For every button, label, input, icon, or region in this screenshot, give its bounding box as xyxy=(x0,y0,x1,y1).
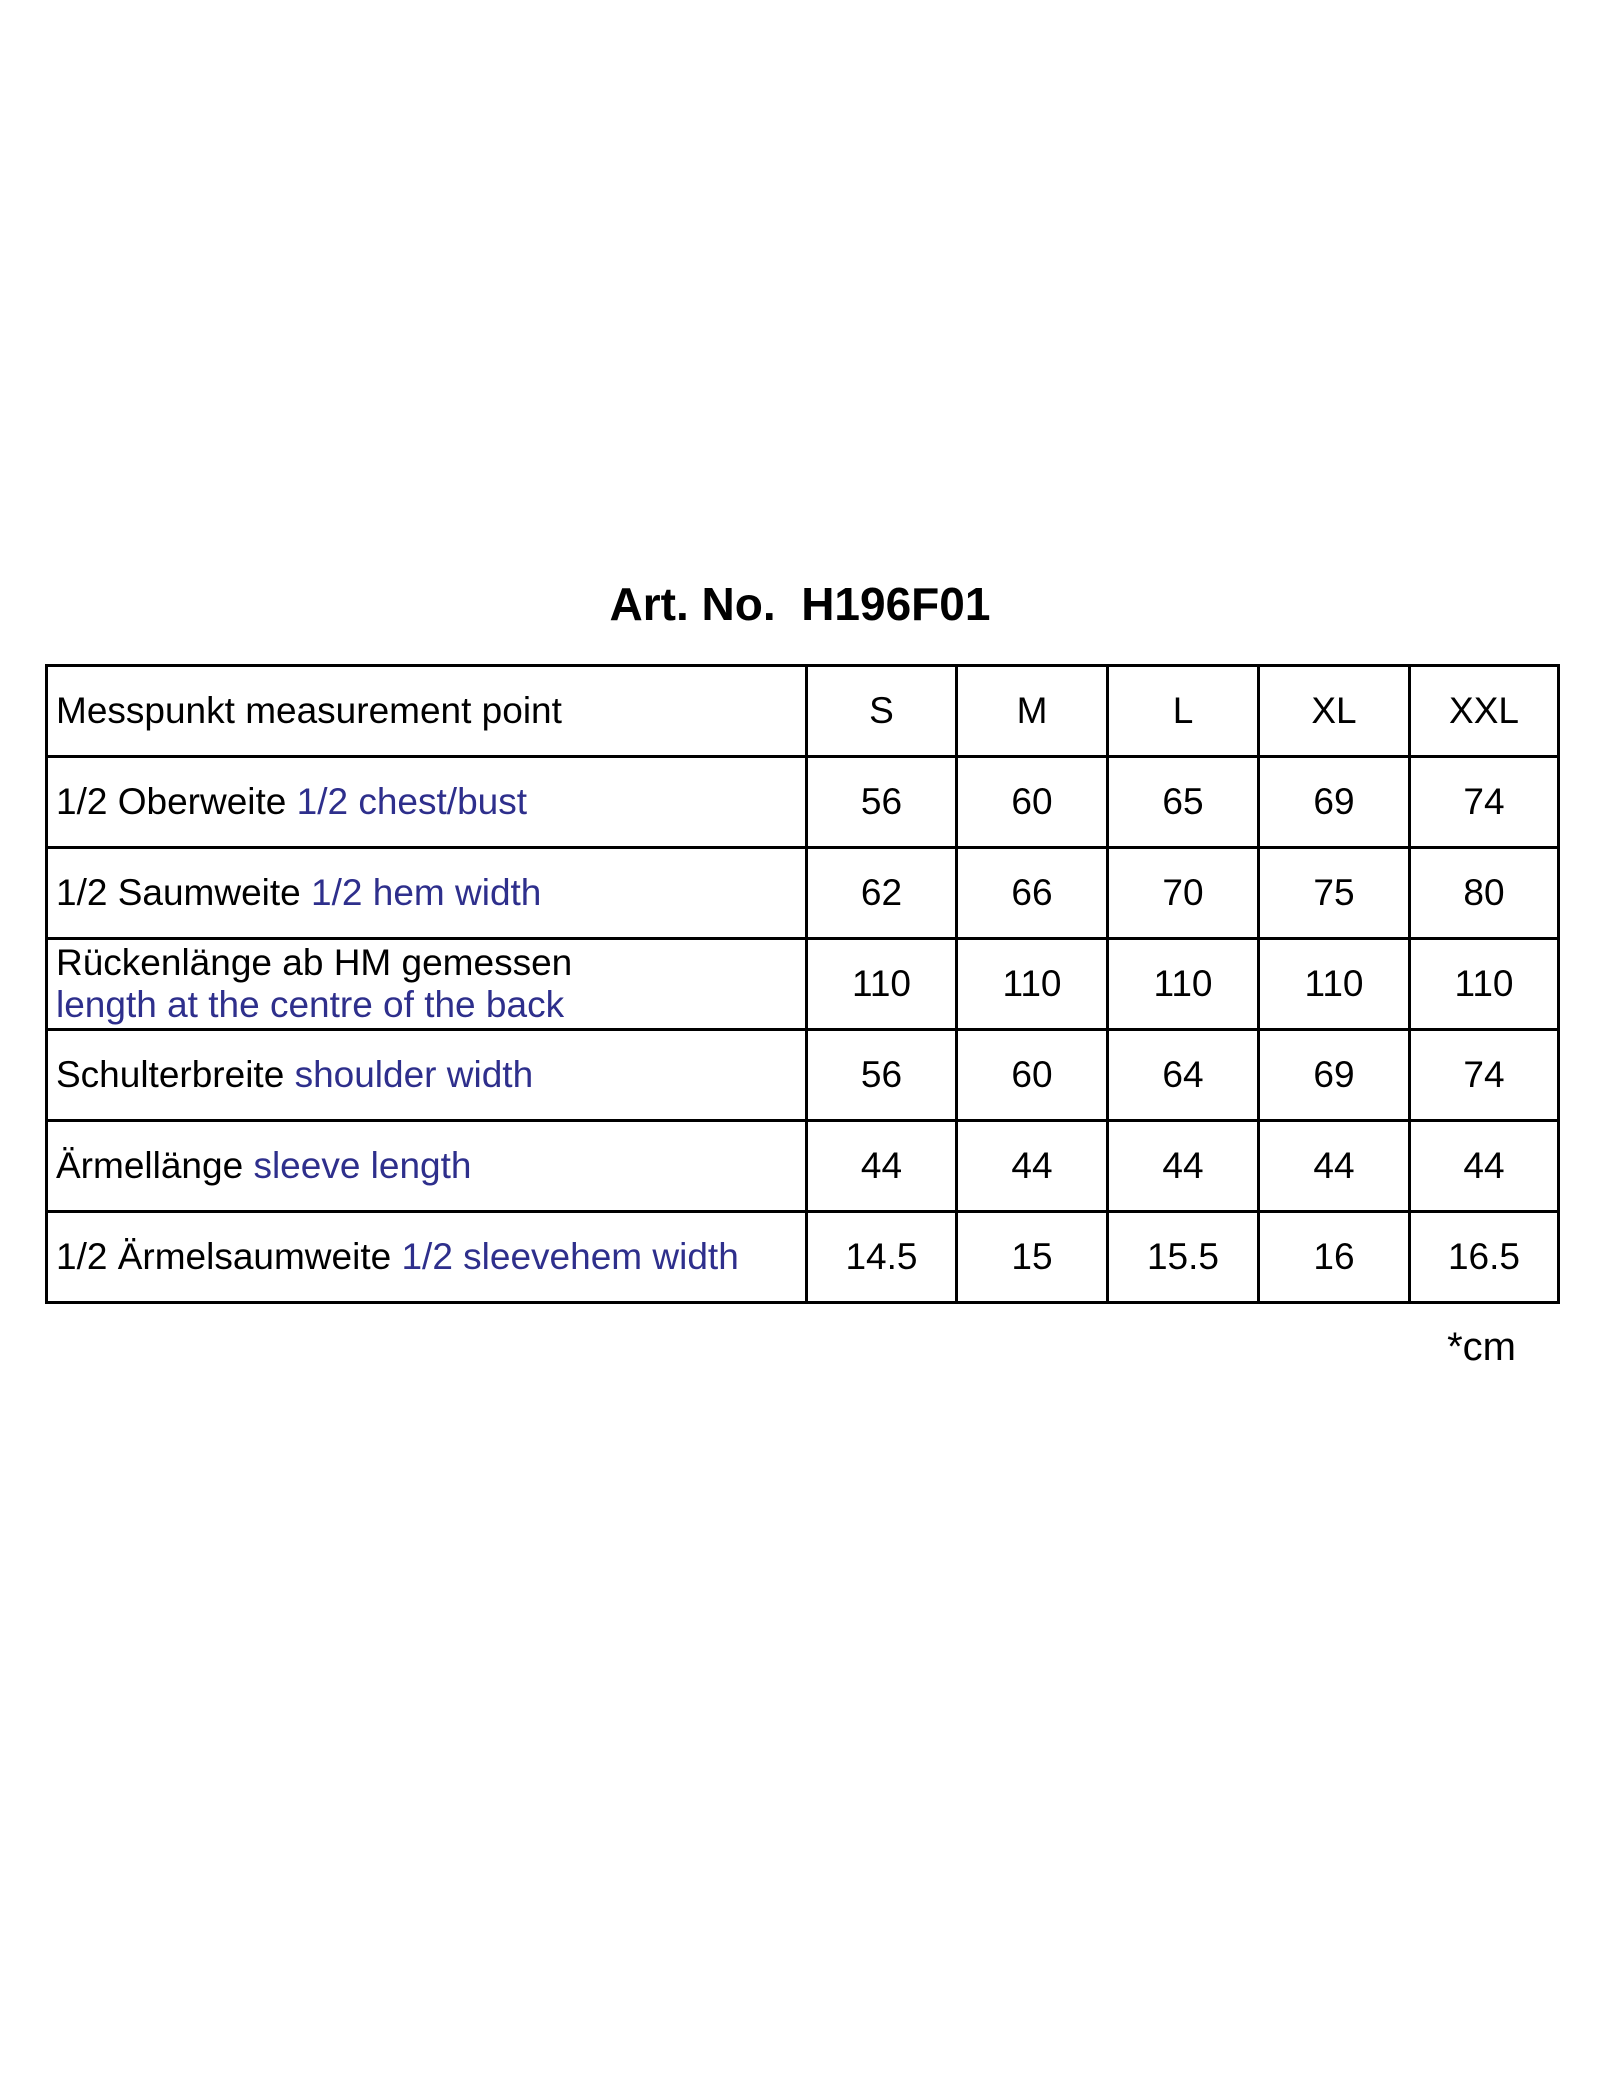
row-label xyxy=(47,1030,807,1121)
table-cell: 60 xyxy=(957,1030,1108,1121)
table-row-back-length xyxy=(47,939,1559,1030)
row-label xyxy=(47,1212,807,1303)
label-english: sleeve length xyxy=(253,1145,472,1186)
table-cell: 56 xyxy=(807,757,957,848)
row-label xyxy=(47,848,807,939)
table-cell: 69 xyxy=(1259,1030,1410,1121)
table-cell: 110 xyxy=(957,939,1108,1030)
label-english: length at the centre of the back xyxy=(56,984,565,1025)
table-row-sleeve-hem xyxy=(47,1212,1559,1303)
size-header-s: S xyxy=(807,666,957,757)
table-row-chest xyxy=(47,757,1559,848)
label-english: shoulder width xyxy=(294,1054,534,1095)
table-cell: 56 xyxy=(807,1030,957,1121)
table-cell: 15 xyxy=(957,1212,1108,1303)
table-row-hem xyxy=(47,848,1559,939)
table-cell: 66 xyxy=(957,848,1108,939)
table-cell: 44 xyxy=(957,1121,1108,1212)
table-cell: 44 xyxy=(1410,1121,1559,1212)
size-header-xxl: XXL xyxy=(1410,666,1559,757)
table-cell: 16.5 xyxy=(1410,1212,1559,1303)
table-row-shoulder xyxy=(47,1030,1559,1121)
table-row-sleeve-length xyxy=(47,1121,1559,1212)
size-header-xl: XL xyxy=(1259,666,1410,757)
size-header-m: M xyxy=(957,666,1108,757)
table-cell: 75 xyxy=(1259,848,1410,939)
table-cell: 74 xyxy=(1410,757,1559,848)
table-cell: 110 xyxy=(807,939,957,1030)
table-cell: 69 xyxy=(1259,757,1410,848)
label-english: 1/2 sleevehem width xyxy=(401,1236,739,1277)
size-header-l: L xyxy=(1108,666,1259,757)
article-number-title: Art. No. H196F01 xyxy=(609,578,991,630)
table-cell: 44 xyxy=(807,1121,957,1212)
table-cell: 65 xyxy=(1108,757,1259,848)
table-cell: 110 xyxy=(1108,939,1259,1030)
table-cell: 64 xyxy=(1108,1030,1259,1121)
label-german: Schulterbreite xyxy=(56,1054,285,1095)
table-cell: 80 xyxy=(1410,848,1559,939)
table-cell: 16 xyxy=(1259,1212,1410,1303)
table-cell: 110 xyxy=(1410,939,1559,1030)
table-header-row xyxy=(47,666,1559,757)
row-label xyxy=(47,1121,807,1212)
table-cell: 74 xyxy=(1410,1030,1559,1121)
unit-note: *cm xyxy=(1447,1325,1516,1369)
table-cell: 110 xyxy=(1259,939,1410,1030)
label-english: 1/2 hem width xyxy=(311,872,542,913)
table-cell: 44 xyxy=(1108,1121,1259,1212)
table-cell: 44 xyxy=(1259,1121,1410,1212)
table-cell: 14.5 xyxy=(807,1212,957,1303)
row-label xyxy=(47,939,807,1030)
table-cell: 62 xyxy=(807,848,957,939)
row-label xyxy=(47,757,807,848)
size-chart-table xyxy=(45,664,1560,1304)
label-german: Rückenlänge ab HM gemessen xyxy=(56,942,573,983)
label-german: Ärmellänge xyxy=(56,1145,244,1186)
table-cell: 60 xyxy=(957,757,1108,848)
measurement-point-header: Messpunkt measurement point xyxy=(47,666,807,757)
table-cell: 15.5 xyxy=(1108,1212,1259,1303)
label-german: 1/2 Ärmelsaumweite xyxy=(56,1236,392,1277)
table-cell: 70 xyxy=(1108,848,1259,939)
label-german: 1/2 Saumweite xyxy=(56,872,301,913)
label-german: 1/2 Oberweite xyxy=(56,781,287,822)
label-english: 1/2 chest/bust xyxy=(296,781,528,822)
